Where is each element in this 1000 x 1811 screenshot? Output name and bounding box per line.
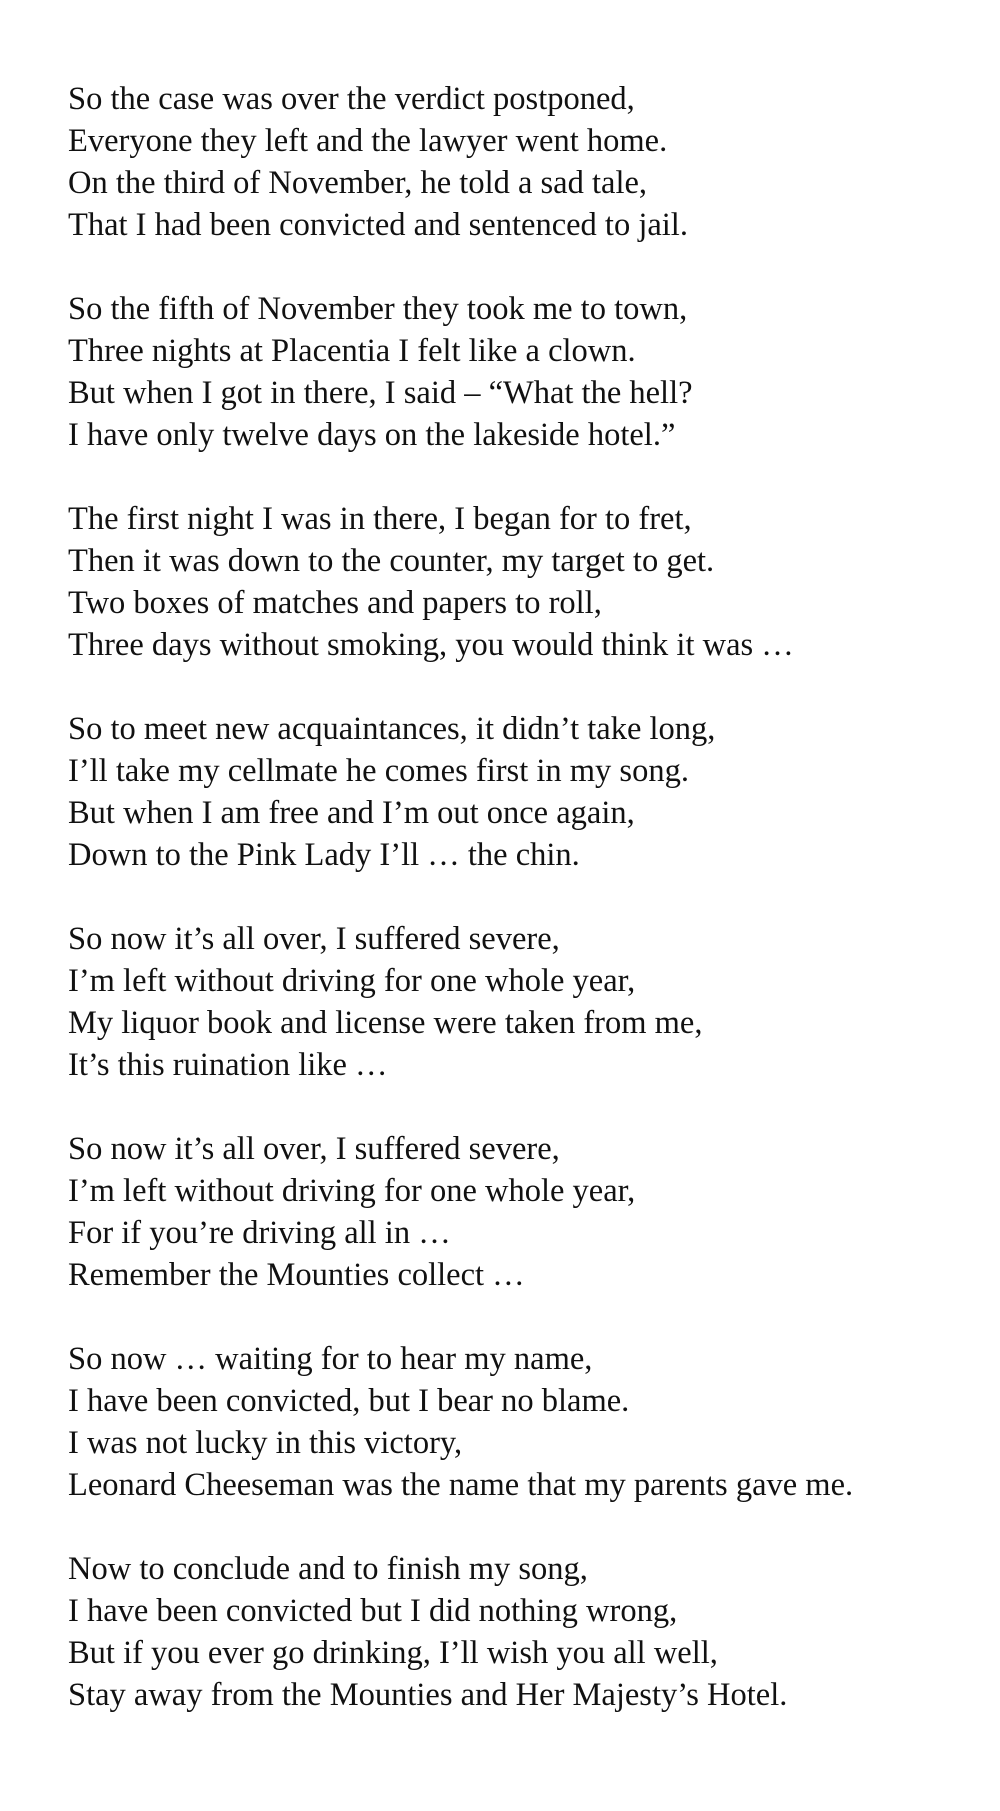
lyric-line: I’m left without driving for one whole year,: [68, 963, 636, 999]
stanza-4: [68, 708, 988, 876]
lyric-line: The first night I was in there, I began for to fret,: [68, 501, 692, 537]
lyric-line: So now it’s all over, I suffered severe,: [68, 921, 560, 957]
stanza-7: [68, 1338, 988, 1506]
lyric-line: So the fifth of November they took me to town,: [68, 291, 688, 327]
lyric-line: I’ll take my cellmate he comes first in my song.: [68, 753, 689, 789]
lyric-line: Three nights at Placentia I felt like a clown.: [68, 333, 636, 369]
lyric-line: So now … waiting for to hear my name,: [68, 1341, 593, 1377]
lyric-line: Everyone they left and the lawyer went home.: [68, 123, 668, 159]
lyric-line: But if you ever go drinking, I’ll wish you all well,: [68, 1635, 718, 1671]
lyric-line: That I had been convicted and sentenced to jail.: [68, 207, 688, 243]
stanza-1: [68, 78, 988, 246]
lyric-line: So to meet new acquaintances, it didn’t take long,: [68, 711, 716, 747]
stanza-3: [68, 498, 988, 666]
stanza-5: [68, 918, 988, 1086]
stanza-8: [68, 1548, 988, 1716]
lyric-line: Stay away from the Mounties and Her Majesty’s Hotel.: [68, 1677, 788, 1713]
lyric-line: Now to conclude and to finish my song,: [68, 1551, 588, 1587]
lyric-line: Then it was down to the counter, my target to get.: [68, 543, 715, 579]
lyric-line: On the third of November, he told a sad tale,: [68, 165, 648, 201]
lyric-line: I’m left without driving for one whole year,: [68, 1173, 636, 1209]
lyric-line: I have only twelve days on the lakeside hotel.”: [68, 417, 676, 453]
lyric-line: My liquor book and license were taken from me,: [68, 1005, 703, 1041]
lyric-line: But when I got in there, I said – “What the hell?: [68, 375, 693, 411]
lyric-line: But when I am free and I’m out once again,: [68, 795, 635, 831]
lyric-line: So now it’s all over, I suffered severe,: [68, 1131, 560, 1167]
lyric-line: I have been convicted but I did nothing wrong,: [68, 1593, 678, 1629]
lyric-line: Three days without smoking, you would think it was …: [68, 627, 794, 663]
stanza-2: [68, 288, 988, 456]
lyric-line: So the case was over the verdict postponed,: [68, 81, 635, 117]
lyric-line: Leonard Cheeseman was the name that my parents gave me.: [68, 1467, 854, 1503]
lyric-line: It’s this ruination like …: [68, 1047, 388, 1083]
lyric-line: Two boxes of matches and papers to roll,: [68, 585, 602, 621]
lyric-line: Remember the Mounties collect …: [68, 1257, 525, 1293]
song-lyrics-page: [68, 78, 988, 1758]
lyric-line: Down to the Pink Lady I’ll … the chin.: [68, 837, 580, 873]
lyric-line: For if you’re driving all in …: [68, 1215, 451, 1251]
lyric-line: I was not lucky in this victory,: [68, 1425, 463, 1461]
stanza-6: [68, 1128, 988, 1296]
lyric-line: I have been convicted, but I bear no blame.: [68, 1383, 630, 1419]
